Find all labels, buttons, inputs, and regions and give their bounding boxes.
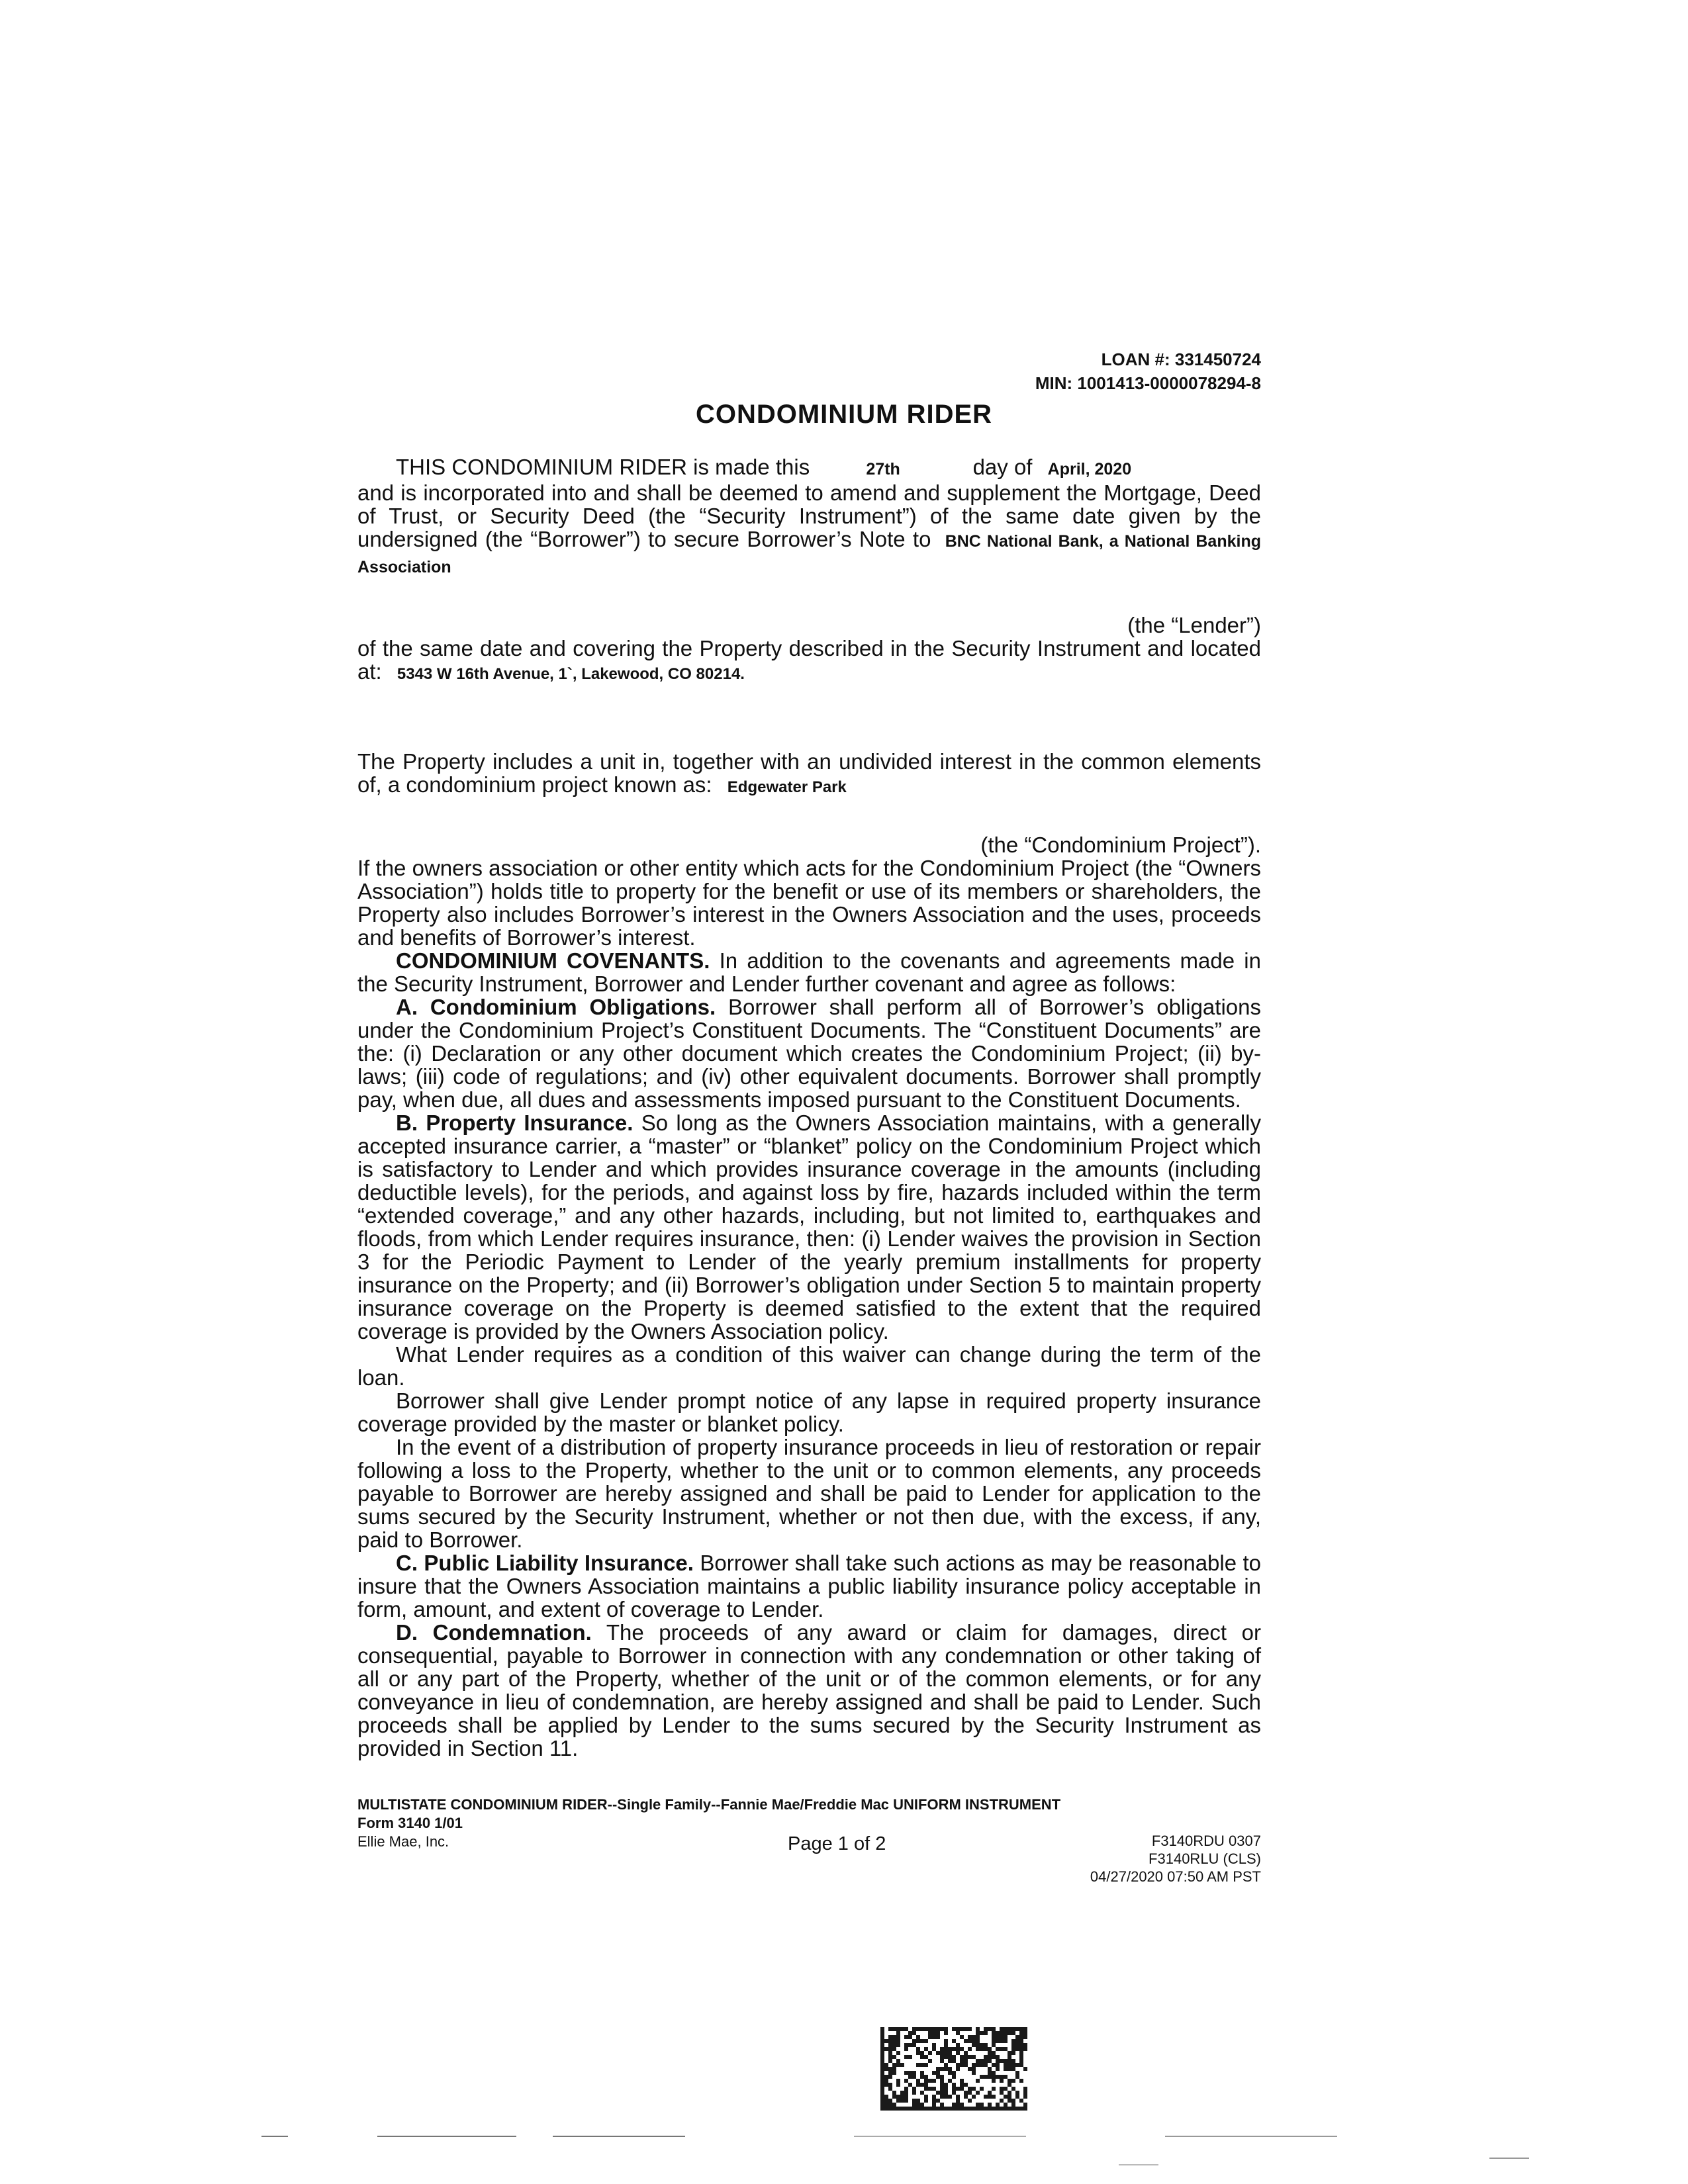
month-year-value: April, 2020 xyxy=(1047,460,1132,478)
form-title: MULTISTATE CONDOMINIUM RIDER--Single Family--Fannie Mae/Freddie Mac UNIFORM INSTRUMENT xyxy=(357,1796,1061,1813)
project-definition: (the “Condominium Project”). xyxy=(980,833,1261,857)
covenant-b-heading: B. Property Insurance. xyxy=(396,1111,633,1135)
covenants-section xyxy=(357,949,1261,1760)
covenant-a-heading: A. Condominium Obligations. xyxy=(396,995,716,1019)
min-number: 1001413-0000078294-8 xyxy=(1077,373,1261,393)
footer-form-info xyxy=(357,1796,1060,1851)
owners-association-paragraph: If the owners association or other entity which acts for the Condominium Project (the “Owners Association”) holds title to property for the benefit or use of its members or shareholders, the Property also includes Borrower’s interest in the Owners Association and the uses, proceeds and benefits of Borrower’s interest. xyxy=(357,856,1261,950)
min-line xyxy=(1035,371,1261,395)
loan-number-label: LOAN #: xyxy=(1101,349,1170,369)
intro-line xyxy=(357,455,1261,481)
property-address: 5343 W 16th Avenue, 1`, Lakewood, CO 80214. xyxy=(397,665,745,683)
day-value: 27th xyxy=(866,460,900,478)
lender-name: BNC National Bank, a National Banking Association xyxy=(357,532,1261,576)
covenant-b xyxy=(357,1111,1261,1343)
barcode-image xyxy=(880,2027,1027,2111)
project-name: Edgewater Park xyxy=(727,778,847,796)
covenant-d-text: The proceeds of any award or claim for damages, direct or consequential, payable to Borrower in connection with any condemnation or other taking of all or any part of the Property, whether of the unit or of the common elements, or for any conveyance in lieu of condemnation, are hereby assigned and shall be paid to Lender. Such proceeds shall be applied by Lender to the sums secured by the Security Instrument as provided in Section 11. xyxy=(357,1620,1262,1760)
loan-number-line xyxy=(1035,347,1261,371)
footer-codes xyxy=(1090,1832,1261,1886)
vendor-name: Ellie Mae, Inc. xyxy=(357,1833,449,1850)
covenant-c xyxy=(357,1551,1261,1621)
covenant-b-text: So long as the Owners Association maintains, with a generally accepted insurance carrier, a “master” or “blanket” policy on the Condominium Project which is satisfactory to Lender and which provides insurance coverage in the amounts (including deductible levels), for the periods, and against loss by fire, hazards included within the term “extended coverage,” and any other hazards, including, but not limited to, earthquakes and floods, from which Lender requires insurance, then: (i) Lender waives the provision in Section 3 for the Periodic Payment to Lender of the yearly premium installments for property insurance on the Property; and (ii) Borrower’s obligation under Section 5 to maintain property insurance coverage on the Property is deemed satisfied to the extent that the required coverage is provided by the Owners Association policy. xyxy=(357,1111,1262,1343)
loan-number: 331450724 xyxy=(1174,349,1261,369)
intro-text-rest: and is incorporated into and shall be deemed to amend and supplement the Mortgage, Deed of Trust, or Security Deed (the “Security Instrument”) of the same date given by the undersigned (the “Borrower”) to secure Borrower’s Note to xyxy=(357,480,1261,551)
scan-speck xyxy=(553,2136,685,2137)
intro-section xyxy=(357,455,1261,686)
covenants-intro-text: In addition to the covenants and agreements made in the Security Instrument, Borrower and Lender further covenant and agree as follows: xyxy=(357,948,1261,996)
page-number: Page 1 of 2 xyxy=(788,1833,886,1854)
covenant-a xyxy=(357,995,1261,1111)
scan-speck xyxy=(1165,2136,1337,2137)
form-number: Form 3140 1/01 xyxy=(357,1815,463,1831)
covenant-b-notice: Borrower shall give Lender prompt notice of any lapse in required property insurance coverage provided by the master or blanket policy. xyxy=(357,1388,1261,1436)
covenant-d-heading: D. Condemnation. xyxy=(396,1620,592,1645)
covenant-c-text: Borrower shall take such actions as may be reasonable to insure that the Owners Association maintains a public liability insurance policy acceptable in form, amount, and extent of coverage to Lender. xyxy=(357,1551,1262,1621)
intro-paragraph xyxy=(357,481,1261,579)
form-code-2: F3140RLU (CLS) xyxy=(1149,1850,1261,1867)
day-of-text: day of xyxy=(972,455,1033,479)
covenant-c-heading: C. Public Liability Insurance. xyxy=(396,1551,694,1575)
covenant-b-distribution: In the event of a distribution of property insurance proceeds in lieu of restoration or repair following a loss to the Property, whether to the unit or to common elements, any proceeds payable to Borrower are hereby assigned and shall be paid to Lender for application to the sums secured by the Security Instrument, whether or not then due, with the excess, if any, paid to Borrower. xyxy=(357,1435,1261,1552)
project-paragraph xyxy=(357,750,1261,799)
scan-speck xyxy=(261,2136,288,2137)
property-location-text: of the same date and covering the Property described in the Security Instrument and located at: xyxy=(357,636,1261,684)
min-label: MIN: xyxy=(1035,373,1073,393)
page-title: CONDOMINIUM RIDER xyxy=(695,400,993,429)
scan-speck xyxy=(1489,2158,1529,2159)
project-section xyxy=(357,750,1261,949)
covenant-d xyxy=(357,1621,1261,1760)
covenant-b-waiver: What Lender requires as a condition of this waiver can change during the term of the loan. xyxy=(357,1342,1261,1390)
loan-identifiers xyxy=(1035,347,1261,395)
property-location-paragraph xyxy=(357,637,1261,686)
lender-definition: (the “Lender”) xyxy=(1127,613,1261,637)
scan-speck xyxy=(854,2136,1026,2137)
intro-text-start: THIS CONDOMINIUM RIDER is made this xyxy=(396,455,810,479)
covenants-heading: CONDOMINIUM COVENANTS. xyxy=(396,948,710,973)
project-text: The Property includes a unit in, together with an undivided interest in the common elements of, a condominium project known as: xyxy=(357,749,1261,797)
scan-speck xyxy=(1119,2164,1158,2165)
scan-speck xyxy=(377,2136,516,2137)
print-timestamp: 04/27/2020 07:50 AM PST xyxy=(1090,1868,1261,1885)
covenants-intro xyxy=(357,949,1261,995)
form-code-1: F3140RDU 0307 xyxy=(1151,1833,1261,1849)
covenant-a-text: Borrower shall perform all of Borrower’s obligations under the Condominium Project’s Constituent Documents. The “Constituent Documents” are the: (i) Declaration or any other document which creates the Condominium Project; (ii) by-laws; (iii) code of regulations; and (iv) other equivalent documents. Borrower shall promptly pay, when due, all dues and assessments imposed pursuant to the Constituent Documents. xyxy=(357,995,1261,1112)
